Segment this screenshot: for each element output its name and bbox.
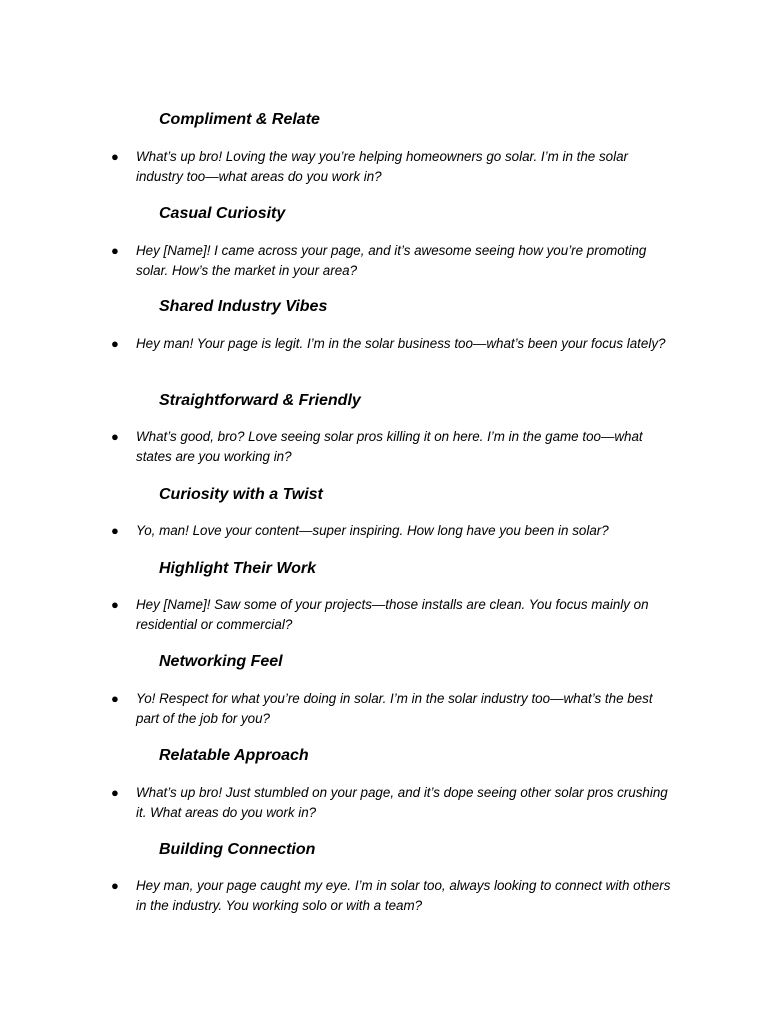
message-text: Hey [Name]! I came across your page, and it’s awesome seeing how you’re promoting solar. How’s the market in your area? bbox=[136, 243, 647, 278]
section-heading: Networking Feel bbox=[159, 653, 283, 670]
bullet-icon: ● bbox=[111, 149, 119, 164]
section-heading: Casual Curiosity bbox=[159, 205, 286, 222]
message-text: Yo! Respect for what you’re doing in solar. I’m in the solar industry too—what’s the best part of the job for you? bbox=[136, 691, 653, 726]
message-text: What’s up bro! Just stumbled on your page, and it’s dope seeing other solar pros crushing it. What areas do you work in? bbox=[136, 785, 668, 820]
section-heading: Curiosity with a Twist bbox=[159, 486, 323, 503]
section-heading: Relatable Approach bbox=[159, 747, 309, 764]
message-text: What’s good, bro? Love seeing solar pros killing it on here. I’m in the game too—what states are you working in? bbox=[136, 429, 643, 464]
message-text: Hey [Name]! Saw some of your projects—those installs are clean. You focus mainly on residential or commercial? bbox=[136, 597, 649, 632]
bullet-icon: ● bbox=[111, 523, 119, 538]
message-text: What’s up bro! Loving the way you’re helping homeowners go solar. I’m in the solar industry too—what areas do you work in? bbox=[136, 149, 628, 184]
message-text: Hey man! Your page is legit. I’m in the solar business too—what’s been your focus lately? bbox=[136, 336, 666, 351]
bullet-icon: ● bbox=[111, 597, 119, 612]
section-heading: Straightforward & Friendly bbox=[159, 392, 361, 409]
bullet-icon: ● bbox=[111, 878, 119, 893]
message-text: Hey man, your page caught my eye. I’m in solar too, always looking to connect with others in the industry. You working solo or with a team? bbox=[136, 878, 671, 913]
bullet-icon: ● bbox=[111, 429, 119, 444]
bullet-icon: ● bbox=[111, 336, 119, 351]
bullet-icon: ● bbox=[111, 243, 119, 258]
bullet-icon: ● bbox=[111, 785, 119, 800]
section-heading: Building Connection bbox=[159, 841, 316, 858]
section-heading: Compliment & Relate bbox=[159, 111, 320, 128]
section-heading: Highlight Their Work bbox=[159, 560, 317, 577]
message-text: Yo, man! Love your content—super inspiring. How long have you been in solar? bbox=[136, 523, 609, 538]
bullet-icon: ● bbox=[111, 691, 119, 706]
section-heading: Shared Industry Vibes bbox=[159, 298, 328, 315]
